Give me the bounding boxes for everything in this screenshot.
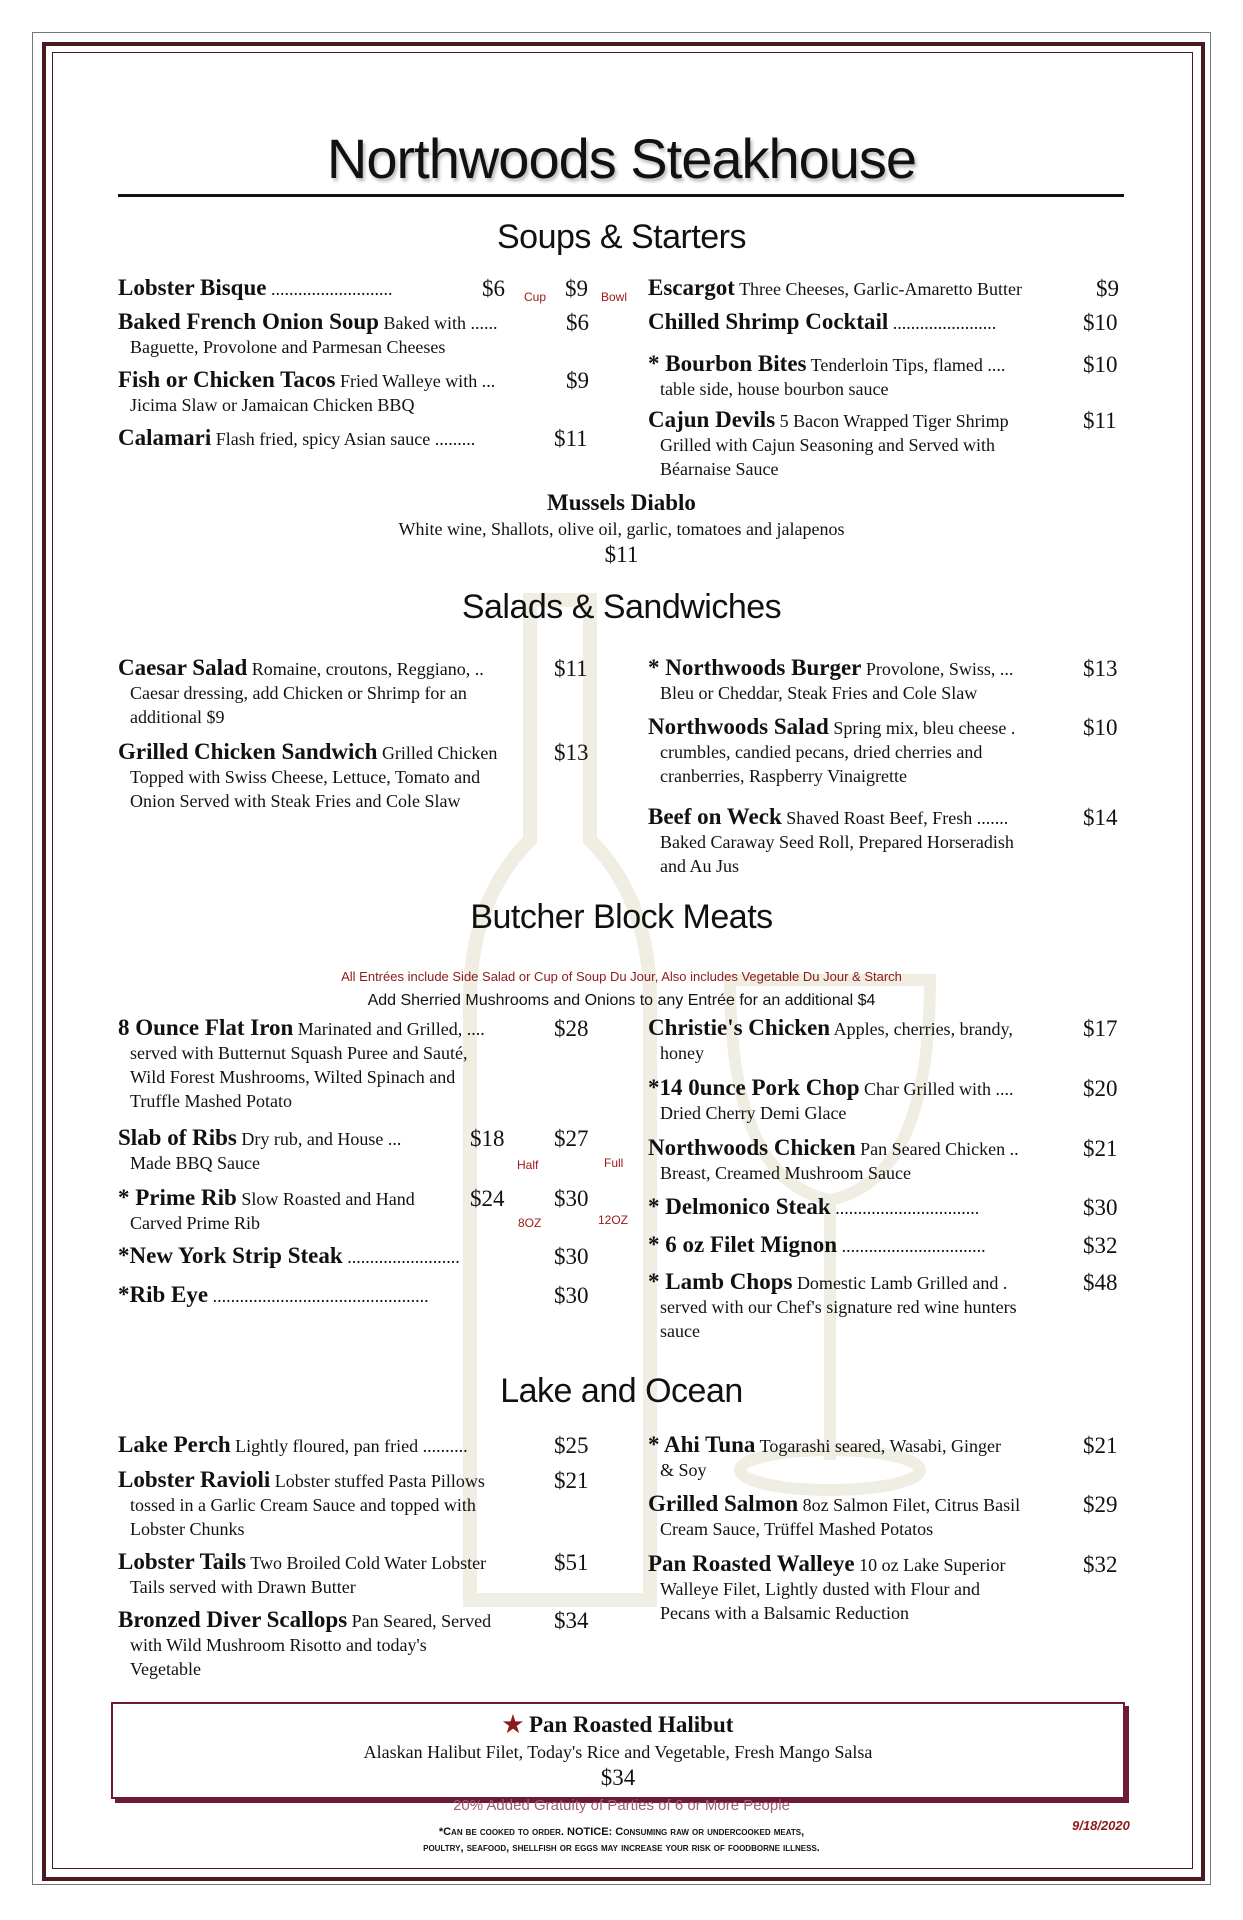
item-price: $30 [554, 1283, 589, 1308]
item-price-full: $27 [554, 1126, 589, 1151]
item-name: Lobster Tails [118, 1549, 247, 1574]
star-icon: ★ [502, 1712, 524, 1737]
item-name: 8 Ounce Flat Iron [118, 1015, 294, 1040]
menu-item-lamb-chops [648, 1270, 1017, 1343]
item-price: $6 [566, 310, 589, 335]
restaurant-title: Northwoods Steakhouse [326, 127, 917, 190]
item-name: Pan Roasted Walleye [648, 1551, 855, 1576]
item-name: * 6 oz Filet Mignon [648, 1232, 838, 1257]
item-leader: ................................ [841, 1236, 986, 1256]
item-price: $11 [554, 426, 588, 451]
item-name: *Rib Eye [118, 1282, 209, 1307]
item-price: $21 [554, 1468, 589, 1493]
item-price: $32 [1083, 1552, 1118, 1577]
item-name: Cajun Devils [648, 407, 776, 432]
menu-item-pork-chop [648, 1076, 1013, 1125]
item-price: $10 [1083, 310, 1118, 335]
item-desc-cont: with Wild Mushroom Risotto and today's [130, 1635, 427, 1655]
item-price: $20 [1083, 1076, 1118, 1101]
price-label-12oz: 12OZ [598, 1213, 629, 1227]
item-leader: ................................................ [212, 1286, 429, 1306]
item-desc: Romaine, croutons, Reggiano, .. [251, 659, 484, 679]
item-leader: ................................ [835, 1198, 980, 1218]
menu-item-chicken-sandwich [118, 740, 497, 813]
mussels-name: Mussels Diablo [547, 490, 696, 515]
item-price: $13 [1083, 656, 1118, 681]
item-price: $9 [566, 368, 589, 393]
item-desc-cont-2: and Au Jus [660, 856, 740, 876]
item-name: Chilled Shrimp Cocktail [648, 309, 889, 334]
item-desc: Togarashi seared, Wasabi, Ginger [759, 1436, 1001, 1456]
section-lake-heading: Lake and Ocean [500, 1372, 743, 1410]
menu-item-french-onion [118, 310, 497, 359]
special-feature-box [111, 1702, 1125, 1799]
item-desc: Flash fried, spicy Asian sauce ......... [215, 429, 476, 449]
item-desc: Pan Seared Chicken .. [860, 1139, 1019, 1159]
menu-item-escargot [648, 276, 1022, 301]
item-desc-cont: served with Butternut Squash Puree and Sauté, [130, 1043, 468, 1063]
price-label-8oz: 8OZ [518, 1216, 542, 1230]
menu-item-lobster-bisque [118, 276, 392, 301]
item-desc: Shaved Roast Beef, Fresh ....... [786, 808, 1009, 828]
item-desc-cont-2: Onion Served with Steak Fries and Cole Slaw [130, 791, 461, 811]
menu-item-northwoods-salad [648, 715, 1015, 788]
item-desc: 8oz Salmon Filet, Citrus Basil [802, 1495, 1021, 1515]
menu-item-lobster-tails [118, 1550, 486, 1599]
menu-item-flat-iron [118, 1016, 485, 1113]
item-price-12oz: $30 [554, 1186, 589, 1211]
menu-item-diver-scallops [118, 1608, 491, 1681]
item-price: $6 [482, 276, 505, 301]
item-desc-cont: Carved Prime Rib [130, 1213, 260, 1233]
item-name: Calamari [118, 425, 212, 450]
item-desc: Two Broiled Cold Water Lobster [250, 1553, 487, 1573]
item-desc-cont-2: additional $9 [130, 707, 225, 727]
item-name: * Northwoods Burger [648, 655, 862, 680]
menu-item-caesar-salad [118, 656, 484, 729]
menu-item-ny-strip [118, 1244, 460, 1269]
item-name: Lobster Bisque [118, 275, 267, 300]
item-price: $10 [1083, 352, 1118, 377]
item-name: Northwoods Chicken [648, 1135, 856, 1160]
item-desc-cont-2: Lobster Chunks [130, 1519, 245, 1539]
item-desc-cont: Made BBQ Sauce [130, 1153, 260, 1173]
price-label-half: Half [517, 1158, 539, 1172]
item-desc-cont-2: Béarnaise Sauce [660, 459, 779, 479]
item-desc-cont: Tails served with Drawn Butter [130, 1577, 356, 1597]
item-desc-cont: table side, house bourbon sauce [660, 379, 889, 399]
item-desc-cont: Dried Cherry Demi Glace [660, 1103, 847, 1123]
mushroom-addon-note: Add Sherried Mushrooms and Onions to any Entrée for an additional $4 [367, 992, 876, 1009]
item-desc-cont-2: Vegetable [130, 1659, 201, 1679]
special-name: Pan Roasted Halibut [528, 1712, 734, 1737]
disclaimer-line-2: poultry, seafood, shellfish or eggs may increase your risk of foodborne illness. [423, 1842, 820, 1854]
item-desc: Grilled Chicken [381, 743, 498, 763]
item-price: $21 [1083, 1433, 1118, 1458]
item-price: $34 [554, 1608, 589, 1633]
menu-item-filet-mignon [648, 1233, 986, 1258]
item-price: $11 [1083, 408, 1117, 433]
item-name: Bronzed Diver Scallops [118, 1607, 348, 1632]
item-desc: Slow Roasted and Hand [241, 1189, 415, 1209]
menu-item-christies-chicken [648, 1016, 1013, 1065]
item-price: $9 [1096, 276, 1119, 301]
item-name: * Prime Rib [118, 1185, 237, 1210]
item-price: $48 [1083, 1270, 1118, 1295]
item-desc: Spring mix, bleu cheese . [833, 718, 1016, 738]
item-desc-cont: tossed in a Garlic Cream Sauce and topped with [130, 1495, 476, 1515]
item-price: $21 [1083, 1136, 1118, 1161]
item-price: $28 [554, 1016, 589, 1041]
item-name: Baked French Onion Soup [118, 309, 379, 334]
disclaimer-line-1: *Can be cooked to order. NOTICE: Consuming raw or undercooked meats, [438, 1826, 805, 1838]
item-price: $11 [554, 656, 588, 681]
menu-item-cajun-devils [648, 408, 1009, 481]
price-label-bowl: Bowl [601, 290, 628, 304]
item-name: Slab of Ribs [118, 1125, 237, 1150]
menu-item-ahi-tuna [648, 1433, 1001, 1482]
item-desc: Char Grilled with .... [864, 1079, 1014, 1099]
item-name: Fish or Chicken Tacos [118, 367, 336, 392]
item-name: * Ahi Tuna [648, 1432, 756, 1457]
special-price: $34 [600, 1765, 636, 1790]
item-desc: Domestic Lamb Grilled and . [796, 1273, 1008, 1293]
menu-item-calamari [118, 426, 475, 451]
mussels-price: $11 [604, 542, 639, 567]
item-desc: Lobster stuffed Pasta Pillows [274, 1471, 485, 1491]
item-desc: 10 oz Lake Superior [859, 1555, 1006, 1575]
menu-item-beef-on-weck [648, 805, 1014, 878]
item-leader: ......................... [347, 1247, 460, 1267]
item-name: Caesar Salad [118, 655, 248, 680]
item-price-half: $18 [470, 1126, 505, 1151]
menu-item-shrimp-cocktail [648, 310, 996, 335]
item-price: $10 [1083, 715, 1118, 740]
item-desc-cont: Baked Caraway Seed Roll, Prepared Horseradish [660, 832, 1014, 852]
item-desc-cont: & Soy [660, 1460, 707, 1480]
item-price: $14 [1083, 805, 1118, 830]
item-desc: Marinated and Grilled, .... [297, 1019, 485, 1039]
item-desc: Fried Walleye with ... [340, 371, 496, 391]
item-name: Escargot [648, 275, 735, 300]
menu-item-lobster-ravioli [118, 1468, 485, 1541]
gratuity-note: 20% Added Gratuity of Parties of 6 or More People [453, 1797, 790, 1814]
item-name: Beef on Weck [648, 804, 782, 829]
item-desc-cont: served with our Chef's signature red wine hunters [660, 1297, 1017, 1317]
item-desc-cont: Grilled with Cajun Seasoning and Served with [660, 435, 995, 455]
item-desc-cont: crumbles, candied pecans, dried cherries and [660, 742, 983, 762]
menu-date: 9/18/2020 [1072, 1818, 1130, 1833]
item-desc: 5 Bacon Wrapped Tiger Shrimp [779, 411, 1009, 431]
item-name: Grilled Salmon [648, 1491, 799, 1516]
item-desc-cont: Jicima Slaw or Jamaican Chicken BBQ [130, 395, 415, 415]
item-leader: ....................... [892, 313, 997, 333]
item-name: * Bourbon Bites [648, 351, 807, 376]
section-soups-heading: Soups & Starters [496, 218, 746, 256]
menu-item-delmonico [648, 1195, 979, 1220]
item-desc: Three Cheeses, Garlic-Amaretto Butter [739, 279, 1022, 299]
item-desc: Pan Seared, Served [351, 1611, 492, 1631]
title-divider [118, 194, 1124, 197]
item-price: $29 [1083, 1492, 1118, 1517]
item-price: $32 [1083, 1233, 1118, 1258]
item-name: Grilled Chicken Sandwich [118, 739, 378, 764]
menu-item-bourbon-bites [648, 352, 1005, 401]
item-desc: Lightly floured, pan fried .......... [235, 1436, 468, 1456]
item-desc-cont-2: sauce [660, 1321, 700, 1341]
item-desc: Tenderloin Tips, flamed .... [810, 355, 1006, 375]
item-name: * Lamb Chops [648, 1269, 793, 1294]
menu-item-pan-roasted-walleye [648, 1552, 1006, 1625]
item-desc-cont: Topped with Swiss Cheese, Lettuce, Tomato and [130, 767, 481, 787]
item-desc-cont-2: Wild Forest Mushrooms, Wilted Spinach and [130, 1067, 456, 1087]
item-price: $13 [554, 740, 589, 765]
item-desc: Apples, cherries, brandy, [833, 1019, 1013, 1039]
menu-item-rib-eye [118, 1283, 429, 1308]
item-desc-cont: honey [660, 1043, 704, 1063]
item-desc-cont-2: cranberries, Raspberry Vinaigrette [660, 766, 907, 786]
item-leader: ........................... [270, 279, 393, 299]
item-price: $51 [554, 1550, 589, 1575]
menu-item-prime-rib [118, 1186, 415, 1235]
item-desc: Provolone, Swiss, ... [865, 659, 1014, 679]
menu-item-slab-of-ribs [118, 1126, 401, 1175]
special-title-row [113, 1712, 1123, 1738]
item-price-8oz: $24 [470, 1186, 505, 1211]
item-name: * Delmonico Steak [648, 1194, 831, 1219]
price-label-full: Full [604, 1156, 624, 1170]
item-desc-cont: Breast, Creamed Mushroom Sauce [660, 1163, 911, 1183]
item-name: Northwoods Salad [648, 714, 829, 739]
item-desc-cont: Baguette, Provolone and Parmesan Cheeses [130, 337, 446, 357]
item-name: Lobster Ravioli [118, 1467, 271, 1492]
section-butcher-heading: Butcher Block Meats [470, 898, 773, 936]
item-name: Christie's Chicken [648, 1015, 831, 1040]
item-desc: Baked with ...... [383, 313, 498, 333]
entree-includes-note: All Entrées include Side Salad or Cup of Soup Du Jour, Also includes Vegetable Du Jour & Starch [341, 969, 902, 984]
menu-item-northwoods-burger [648, 656, 1013, 705]
special-desc: Alaskan Halibut Filet, Today's Rice and Vegetable, Fresh Mango Salsa [363, 1742, 873, 1762]
item-price: $17 [1083, 1016, 1118, 1041]
item-desc-cont: Caesar dressing, add Chicken or Shrimp for an [130, 683, 467, 703]
item-price: $30 [1083, 1195, 1118, 1220]
menu-item-northwoods-chicken [648, 1136, 1019, 1185]
menu-item-lake-perch [118, 1433, 468, 1458]
item-name: *New York Strip Steak [118, 1243, 343, 1268]
item-name: Lake Perch [118, 1432, 231, 1457]
item-price-2: $9 [565, 276, 588, 301]
mussels-desc: White wine, Shallots, olive oil, garlic, tomatoes and jalapenos [398, 519, 845, 539]
price-label-cup: Cup [524, 290, 547, 304]
item-price: $25 [554, 1433, 589, 1458]
menu-item-tacos [118, 368, 495, 417]
item-name: *14 0unce Pork Chop [648, 1075, 860, 1100]
item-desc-cont: Walleye Filet, Lightly dusted with Flour and [660, 1579, 981, 1599]
section-salads-heading: Salads & Sandwiches [461, 588, 782, 626]
item-desc: Dry rub, and House ... [241, 1129, 402, 1149]
item-desc-cont-2: Pecans with a Balsamic Reduction [660, 1603, 909, 1623]
item-desc-cont: Bleu or Cheddar, Steak Fries and Cole Slaw [660, 683, 978, 703]
menu-item-grilled-salmon [648, 1492, 1020, 1541]
item-desc-cont-3: Truffle Mashed Potato [130, 1091, 292, 1111]
item-price: $30 [554, 1244, 589, 1269]
item-desc-cont: Cream Sauce, Trüffel Mashed Potatos [660, 1519, 934, 1539]
